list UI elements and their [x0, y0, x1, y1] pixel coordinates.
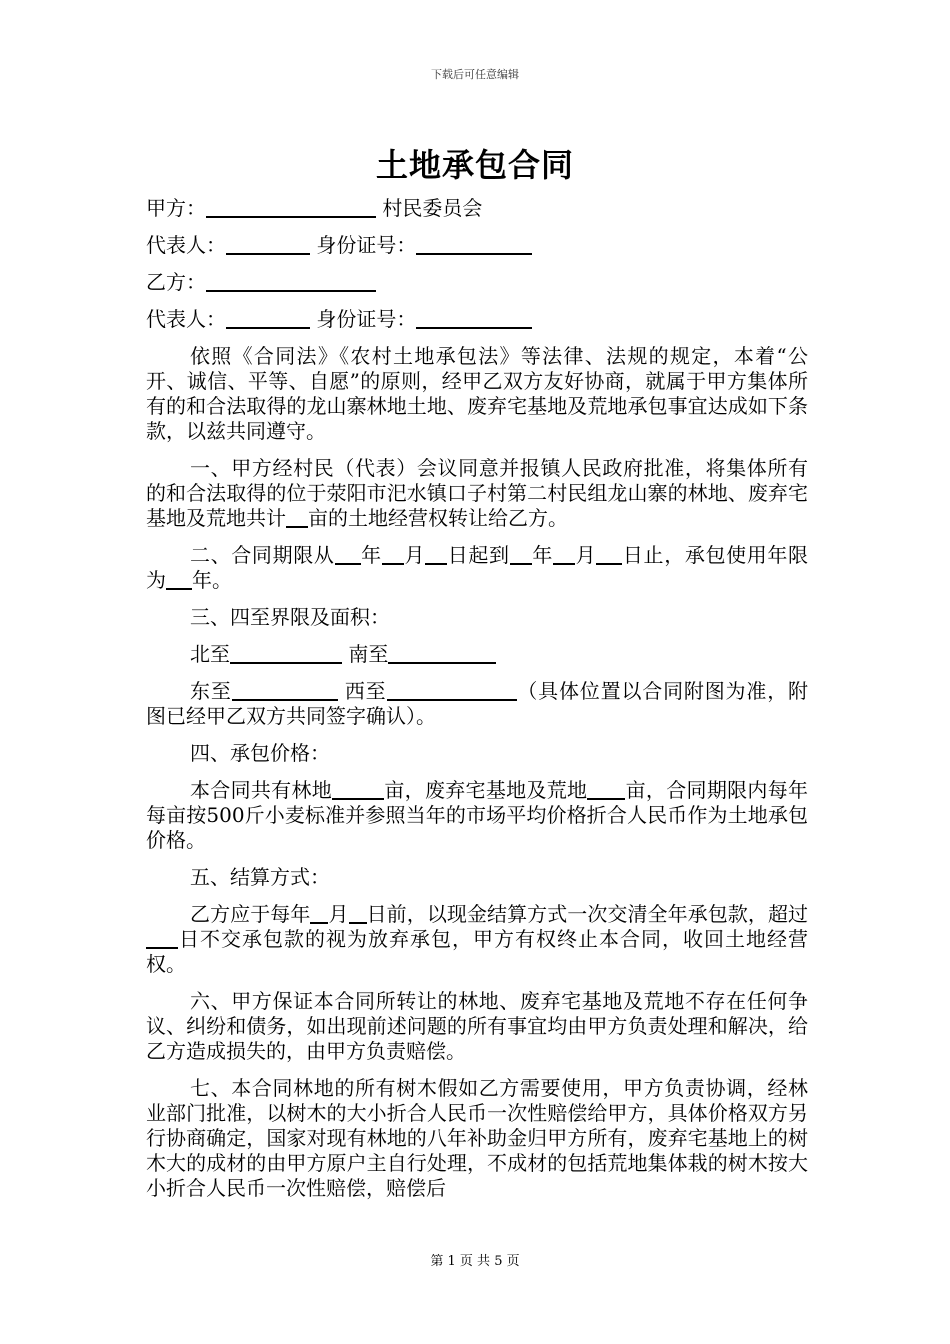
clause-1	[146, 456, 808, 531]
settle-text-b: 日前，以现金结算方式一次交清全年承包款，超过	[366, 902, 809, 926]
clause-2-text-a: 二、合同期限从	[190, 543, 335, 567]
price-paragraph	[146, 778, 808, 853]
clause-4-heading: 四、承包价格：	[190, 741, 330, 765]
pay-day-blank	[349, 902, 367, 924]
id-number-blank	[416, 233, 532, 255]
settle-text-a: 乙方应于每年	[190, 902, 311, 926]
forest-area-blank	[332, 778, 384, 800]
north-label: 北至	[190, 642, 230, 666]
north-blank	[230, 642, 342, 664]
page-number: 第 1 页 共 5 页	[430, 1254, 520, 1269]
east-blank	[232, 679, 338, 701]
rep-label: 代表人：	[146, 233, 226, 257]
east-label: 东至	[190, 679, 232, 703]
area-blank	[286, 506, 308, 528]
party-a-blank	[206, 196, 376, 218]
clause-1-text-a: 一、甲方经村民（代表）会议同意并报镇人民政府批准，将集体所有的和合法取得的位于荥阳市汜水镇口子村第二村民组龙山寨的林地、废弃宅基地及荒地共计	[146, 456, 808, 530]
party-a-suffix: 村民委员会	[382, 196, 483, 220]
start-day-blank	[425, 543, 447, 565]
document-body	[146, 196, 808, 1213]
year-label: 年	[531, 543, 553, 567]
id-label: 身份证号：	[316, 307, 417, 331]
party-a-label: 甲方：	[146, 196, 206, 220]
price-text-c: 亩，合同期限内每年每亩按500斤小麦标准并参照当年的市场平均价格折合人民币作为土地承包价格。	[146, 778, 809, 852]
start-month-blank	[382, 543, 404, 565]
clause-6: 六、甲方保证本合同所转让的林地、废弃宅基地及荒地不存在任何争议、纠纷和债务，如出现前述问题的所有事宜均由甲方负责处理和解决，给乙方造成损失的，由甲方负责赔偿。	[146, 989, 808, 1063]
year-label: 年	[360, 543, 382, 567]
term-years-blank	[166, 568, 192, 590]
intro-paragraph: 依照《合同法》《农村土地承包法》等法律、法规的规定，本着“公开、诚信、平等、自愿”的原则，经甲乙双方友好协商，就属于甲方集体所有的和合法取得的龙山寨林地土地、废弃宅基地及荒地承包事宜达成如下条款，以兹共同遵守。	[146, 344, 808, 443]
day-from-label: 日起到	[447, 543, 510, 567]
rep-name-blank	[226, 233, 310, 255]
overdue-days-blank	[146, 927, 178, 949]
north-south-line	[146, 642, 808, 667]
end-day-blank	[596, 543, 622, 565]
south-blank	[388, 642, 496, 664]
day-to-label: 日止，承包使用年限为	[146, 543, 809, 592]
clause-1-text-b: 亩的土地经营权转让给乙方。	[308, 506, 568, 530]
party-b-rep-line	[146, 307, 808, 332]
id-label: 身份证号：	[316, 233, 417, 257]
east-west-paragraph	[146, 679, 808, 729]
month-label: 月	[574, 543, 597, 567]
price-text-a: 本合同共有林地	[190, 778, 333, 802]
price-text-b: 亩，废弃宅基地及荒地	[384, 778, 588, 802]
start-year-blank	[335, 543, 361, 565]
settle-month-label: 月	[328, 902, 349, 926]
party-a-line	[146, 196, 808, 221]
id-number-blank	[416, 307, 532, 329]
document-title: 土地承包合同	[375, 146, 574, 184]
pay-month-blank	[310, 902, 328, 924]
west-blank	[387, 679, 517, 701]
party-b-line	[146, 270, 808, 295]
header-note: 下载后可任意编辑	[431, 68, 519, 81]
west-label: 西至	[344, 679, 387, 703]
clause-5-heading: 五、结算方式：	[190, 865, 330, 889]
boundary-note: （具体位置以合同附图为准，附图已经甲乙双方共同签字确认）。	[146, 679, 809, 728]
rep-label: 代表人：	[146, 307, 226, 331]
settle-text-c: 日不交承包款的视为放弃承包，甲方有权终止本合同，收回土地经营权。	[146, 927, 808, 976]
clause-2	[146, 543, 808, 593]
clause-7: 七、本合同林地的所有树木假如乙方需要使用，甲方负责协调，经林业部门批准，以树木的大小折合人民币一次性赔偿给甲方，具体价格双方另行协商确定，国家对现有林地的八年补助金归甲方所有，废弃宅基地上的树木大的成材的由甲方原户主自行处理，不成材的包括荒地集体栽的树木按大小折合人民币一次性赔偿，赔偿后	[146, 1076, 808, 1200]
south-label: 南至	[348, 642, 389, 666]
party-b-blank	[206, 270, 376, 292]
settlement-paragraph	[146, 902, 808, 977]
rep-name-blank	[226, 307, 310, 329]
clause-3-heading: 三、四至界限及面积：	[190, 605, 390, 629]
end-month-blank	[553, 543, 575, 565]
wasteland-area-blank	[587, 778, 625, 800]
year-end-label: 年。	[192, 568, 232, 592]
end-year-blank	[510, 543, 532, 565]
party-b-label: 乙方：	[146, 270, 206, 294]
party-a-rep-line	[146, 233, 808, 258]
month-label: 月	[403, 543, 426, 567]
